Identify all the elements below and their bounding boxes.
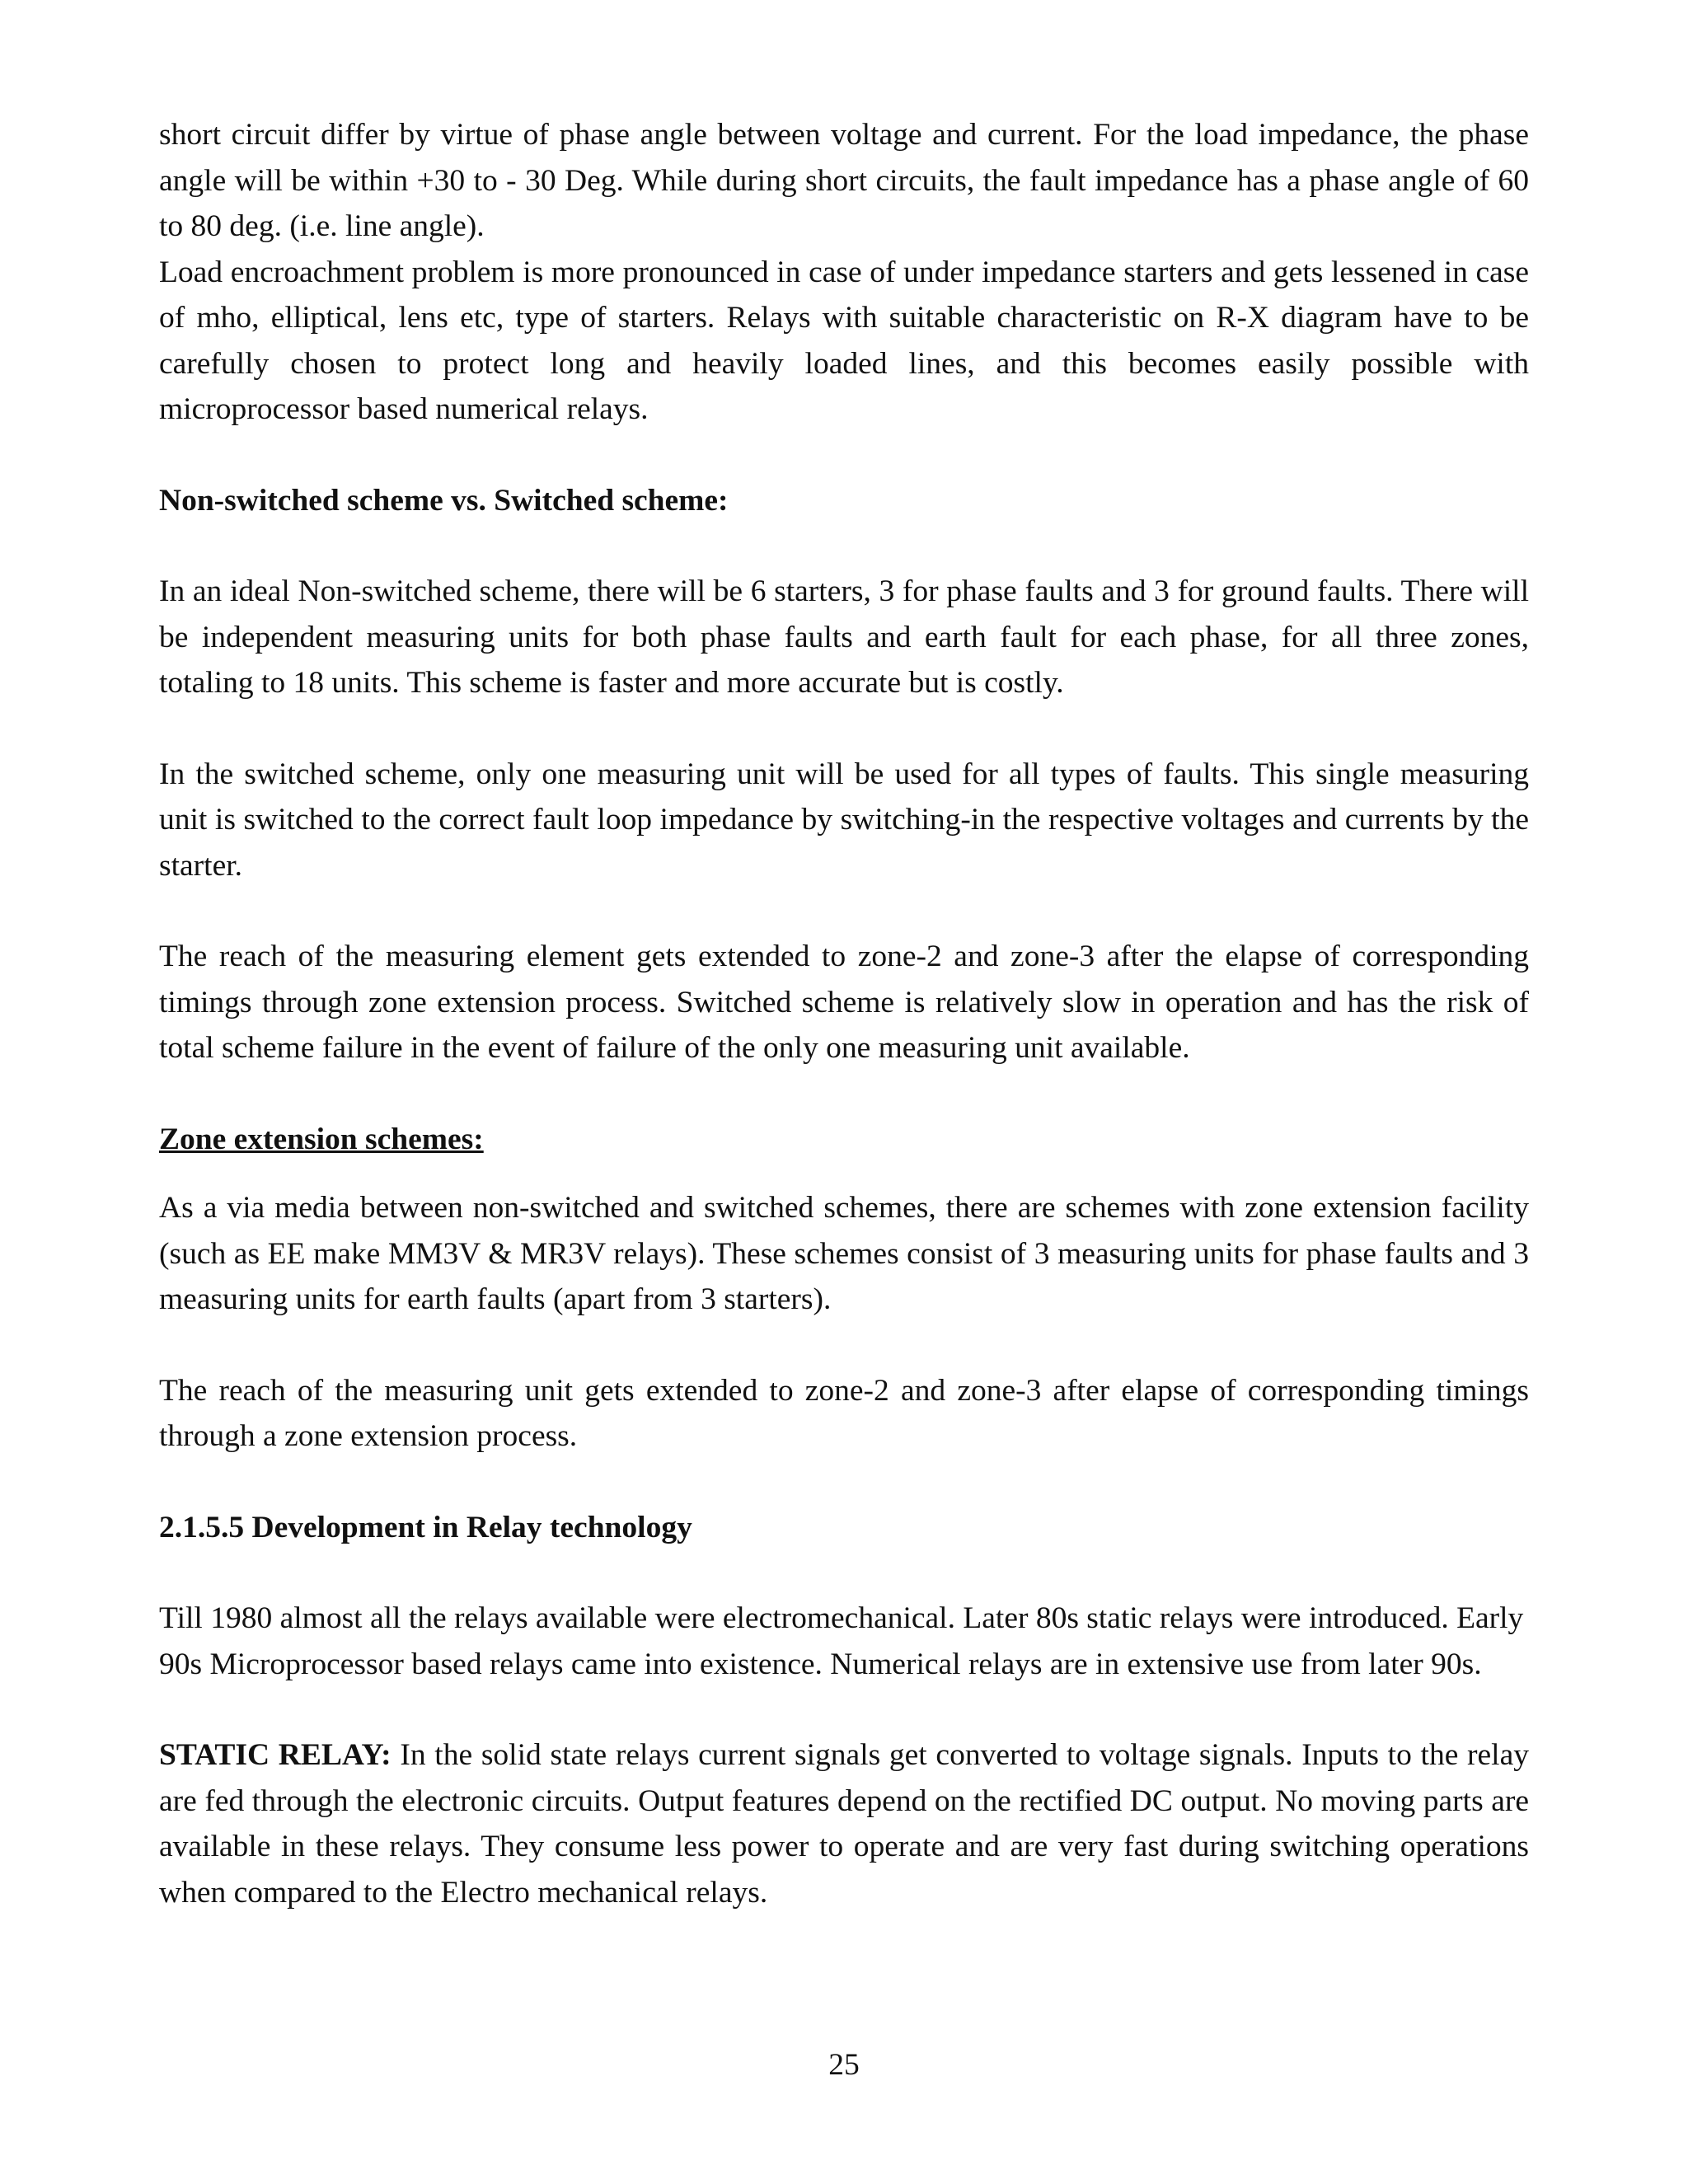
paragraph-relay-history: Till 1980 almost all the relays available were electromechanical. Later 80s static relays were introduced. Early 90s Microprocessor based relays came into existence. Numerical relays are in extensive use from later 90s. <box>159 1601 1524 1681</box>
heading-non-switched-vs-switched: Non-switched scheme vs. Switched scheme: <box>159 483 729 518</box>
paragraph-static-relay <box>159 1732 1529 1915</box>
paragraph-phase-angle: short circuit differ by virtue of phase angle between voltage and current. For the load impedance, the phase angle will be within +30 to - 30 Deg. While during short circuits, the fault impedance has a phase angle of 60 to 80 deg. (i.e. line angle). <box>159 118 1529 243</box>
page-number: 25 <box>828 2048 860 2082</box>
paragraph-load-encroachment: Load encroachment problem is more pronounced in case of under impedance starters and gets lessened in case of mho, elliptical, lens etc, type of starters. Relays with suitable characteristic on R-X diagram have to be carefully chosen to protect long and heavily loaded lines, and this becomes easily possible with microprocessor based numerical relays. <box>159 255 1529 426</box>
static-relay-lead: STATIC RELAY: <box>159 1738 392 1772</box>
document-body <box>159 112 1529 1915</box>
heading-zone-extension-schemes: Zone extension schemes: <box>159 1122 484 1156</box>
paragraph-non-switched-scheme: In an ideal Non-switched scheme, there will be 6 starters, 3 for phase faults and 3 for ground faults. There will be independent measuring units for both phase faults and earth fault for each phase, for all three zones, totaling to 18 units. This scheme is faster and more accurate but is costly. <box>159 574 1529 700</box>
paragraph-switched-scheme: In the switched scheme, only one measuring unit will be used for all types of faults. This single measuring unit is switched to the correct fault loop impedance by switching-in the respective voltages and currents by the starter. <box>159 757 1529 883</box>
paragraph-zone-extension-facility: As a via media between non-switched and switched schemes, there are schemes with zone extension facility (such as EE make MM3V & MR3V relays). These schemes consist of 3 measuring units for phase faults and 3 measuring units for earth faults (apart from 3 starters). <box>159 1191 1529 1316</box>
paragraph-reach-measuring-element: The reach of the measuring element gets extended to zone-2 and zone-3 after the elapse of corresponding timings through zone extension process. Switched scheme is relatively slow in operation and has the risk of total scheme failure in the event of failure of the only one measuring unit available. <box>159 940 1529 1065</box>
heading-relay-technology: 2.1.5.5 Development in Relay technology <box>159 1510 692 1544</box>
paragraph-reach-measuring-unit: The reach of the measuring unit gets extended to zone-2 and zone-3 after elapse of corresponding timings through a zone extension process. <box>159 1373 1529 1453</box>
static-relay-text: In the solid state relays current signals get converted to voltage signals. Inputs to the relay are fed through the electronic circuits. Output features depend on the rectified DC output. No moving parts are available in these relays. They consume less power to operate and are very fast during switching operations when compared to the Electro mechanical relays. <box>159 1738 1529 1910</box>
